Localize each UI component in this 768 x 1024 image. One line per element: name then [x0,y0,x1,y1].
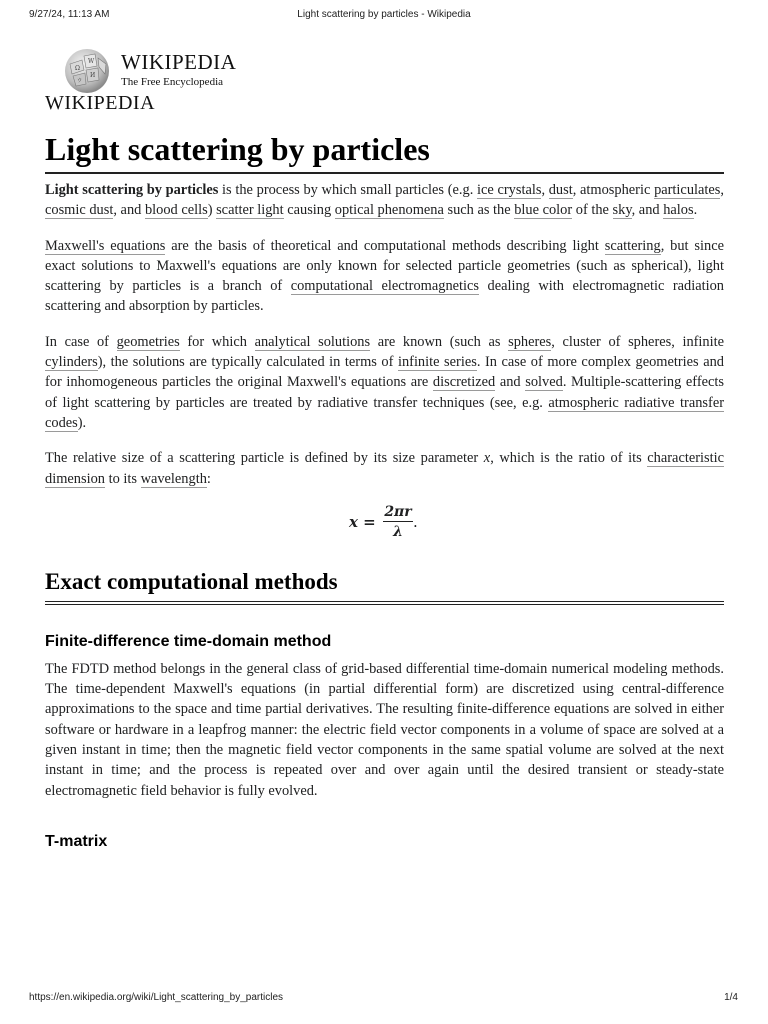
print-datetime: 9/27/24, 11:13 AM [29,9,110,20]
svg-text:Ω: Ω [75,65,80,72]
print-page-title: Light scattering by particles - Wikipedia [297,9,471,20]
link-radiative-transfer-codes[interactable]: atmospheric radiative transfer codes [45,394,724,431]
maxwell-paragraph: Maxwell's equations are the basis of theoretical and computational methods describing light scattering, but since exact solutions to Maxwell's equations are only known for selected particle geometries (such as spherical), light scattering by particles is a branch of computational electromagnetics dealing with electromagnetic radiation scattering and absorption by particles. [45,237,724,315]
link-cylinders[interactable]: cylinders [45,354,98,371]
subsection-heading-tmatrix: T-matrix [45,832,108,850]
link-spheres[interactable]: spheres [508,333,552,350]
link-blue-color[interactable]: blue color [514,202,573,219]
print-url: https://en.wikipedia.org/wiki/Light_scattering_by_particles [29,992,284,1003]
print-page-number: 1/4 [724,992,738,1003]
fdtd-paragraph: The FDTD method belongs in the general class of grid-based differential time-domain numerical modeling methods. The time-dependent Maxwell's equations (in partial differential form) are discretized using central-difference approximations to the space and time partial derivatives. The resulting finite-difference equations are solved in either software or hardware in a leapfrog manner: the electric field vector components in a volume of space are solved at a given instant in time; then the magnetic field vector components in the same spatial volume are solved at the next instant in time; and the process is repeated over and over again until the desired transient or steady-state electromagnetic field behavior is fully evolved. [45,660,724,799]
wikipedia-wordmark-secondary: WIKIPEDIA [45,92,156,114]
link-geometries[interactable]: geometries [116,333,180,350]
link-maxwells-equations[interactable]: Maxwell's equations [45,237,166,254]
svg-text:ウ: ウ [77,78,83,84]
link-computational-electromagnetics[interactable]: computational electromagnetics [290,278,480,295]
formula-fraction [383,503,413,542]
wikipedia-tagline: The Free Encyclopedia [121,76,224,88]
link-optical-phenomena[interactable]: optical phenomena [334,202,444,219]
svg-text:W: W [88,58,95,65]
link-infinite-series[interactable]: infinite series [397,354,477,371]
geometries-paragraph: In case of geometries for which analytical solutions are known (such as spheres, cluster of spheres, infinite cylinders), the solutions are typically calculated in terms of infinite series. In case of more complex geometries and for inhomogeneous particles the original Maxwell's equations are discretized and solved. Multiple-scattering effects of light scattering by particles are treated by radiative transfer techniques (see, e.g. atmospheric radiative transfer codes). [45,333,725,431]
link-discretized[interactable]: discretized [432,374,496,391]
link-analytical-solutions[interactable]: analytical solutions [254,333,371,350]
link-solved[interactable]: solved [525,374,563,391]
link-dust[interactable]: dust [548,182,573,198]
link-scattering[interactable]: scattering [604,237,661,254]
article-content [45,126,724,853]
svg-text:И: И [90,72,96,79]
wikipedia-wordmark: WIKIPEDIA [121,50,237,74]
wikipedia-globe-icon [62,46,112,96]
link-characteristic-dimension[interactable]: characteristic dimension [45,450,724,487]
link-cosmic-dust[interactable]: cosmic dust [45,202,114,219]
link-scatter-light[interactable]: scatter light [216,202,284,219]
intro-paragraph: Light scattering by particles is the process by which small particles (e.g. ice crystals, dust, atmospheric particulates, cosmic dust, and blood cells) scatter light causing optical phenomena such as the blue color of the sky, and halos. [45,182,724,219]
variable-x: x [483,450,491,467]
section-heading-exact-methods: Exact computational methods [45,565,724,605]
bold-term: Light scattering by particles [45,182,219,198]
formula-denominator: λ [393,523,403,540]
wikipedia-logo[interactable] [62,46,262,94]
link-halos[interactable]: halos [663,202,694,219]
link-blood-cells[interactable]: blood cells [144,202,208,219]
size-parameter-paragraph: The relative size of a scattering particle is defined by its size parameter x, which is the ratio of its characteristic dimension to its wavelength: [45,450,724,487]
formula-end: . [413,512,418,531]
print-header [0,0,768,22]
formula-numerator: 2πr [384,503,412,520]
size-parameter-formula [45,503,724,543]
link-wavelength[interactable]: wavelength [140,470,207,487]
subsection-heading-fdtd: Finite-difference time-domain method [45,632,332,650]
link-ice-crystals[interactable]: ice crystals [477,182,542,198]
link-particulates[interactable]: particulates [654,182,721,198]
page-title: Light scattering by particles [45,126,724,174]
link-sky[interactable]: sky [612,202,632,219]
formula-lhs: x = [349,512,376,531]
